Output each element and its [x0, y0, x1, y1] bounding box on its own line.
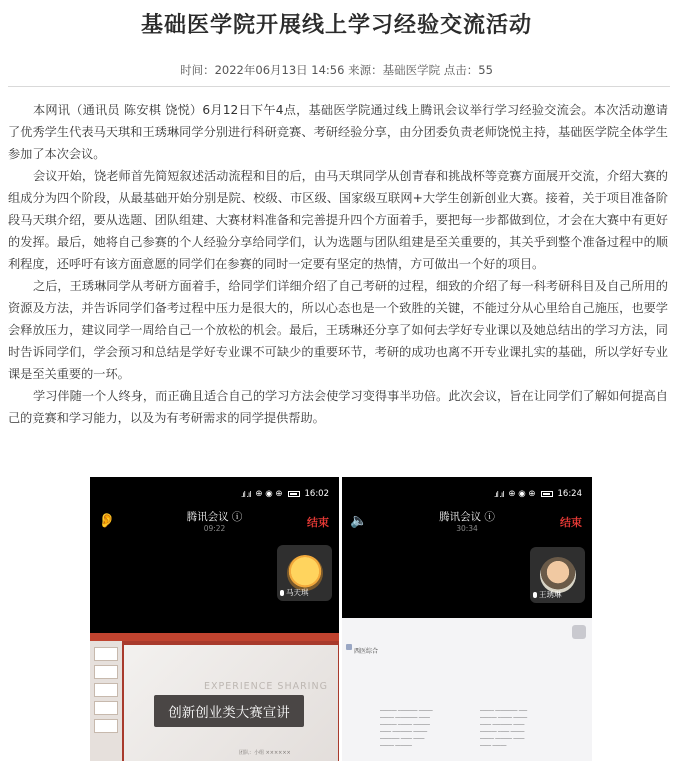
- avatar: [287, 555, 323, 591]
- slide-banner: 创新创业类大赛宣讲: [154, 695, 304, 727]
- article-title: 基础医学院开展线上学习经验交流活动: [140, 13, 532, 38]
- elapsed-time: 30:34: [456, 524, 478, 533]
- mic-icon: [280, 590, 284, 596]
- status-icons: ⊕ ◉ ⊕: [255, 489, 283, 499]
- participant-tile[interactable]: [277, 545, 332, 601]
- slide-subtitle: EXPERIENCE SHARING: [204, 681, 328, 692]
- slide-toolbar: [90, 633, 339, 641]
- document-text-right: ───── ──────── ─── ────── ───── ───── ──── ─────── ──── ────── ──── ───── ───── ────── ──── ──── ─────: [480, 709, 528, 749]
- status-time: 16:02: [304, 489, 329, 499]
- paragraph-intro: 本网讯（通讯员 陈安棋 饶悦）6月12日下午4点，基础医学院通过线上腾讯会议举行学习经验交流会。本次活动邀请了优秀学生代表马天琪和王琇琳同学分别进行科研竞赛、考研经验分享，由分团委负责老师饶悦主持，基础医学院全体学生参加了本次会议。: [8, 103, 668, 161]
- shared-slide: [90, 633, 339, 761]
- slide-thumbnail[interactable]: [94, 683, 118, 697]
- meeting-screenshot-right: [342, 477, 592, 761]
- signal-icon: .ıl .ıl: [240, 489, 251, 499]
- document-heading: 西医综合: [354, 648, 379, 655]
- app-title: 腾讯会议 ⓘ: [186, 511, 243, 523]
- status-bar: [494, 489, 582, 499]
- signal-icon: .ıl .ıl: [493, 489, 504, 499]
- participant-name: 马天琪: [286, 588, 309, 597]
- document-text-left: ────── ─────── ───── ───── ──────── ──── ────── ───── ────── ──── ─────── ───── ─────── ──── ──── ───── ──────: [380, 709, 433, 749]
- participant-name: 王琇琳: [539, 590, 562, 599]
- divider: [8, 86, 670, 87]
- shared-document: [342, 618, 592, 761]
- status-bar: [241, 489, 329, 499]
- document-logo: [346, 644, 352, 650]
- participant-tile[interactable]: [530, 547, 585, 603]
- slide-thumbnail[interactable]: [94, 665, 118, 679]
- slide-caption: 团队：小组 ××××××: [239, 750, 291, 756]
- battery-icon: [288, 491, 300, 497]
- ear-icon[interactable]: 👂: [98, 513, 116, 529]
- end-meeting-button[interactable]: 结束: [560, 516, 582, 529]
- app-title: 腾讯会议 ⓘ: [439, 511, 495, 523]
- zoom-icon[interactable]: [572, 625, 586, 639]
- article-body: [8, 99, 668, 429]
- paragraph-competition: 会议开始，饶老师首先简短叙述活动流程和目的后，由马天琪同学从创青春和挑战杯等竞赛方面展开交流，介绍大赛的组成分为四个阶段，从最基础开始分别是院、校级、市区级、国家级互联网+大学生创新创业大赛。接着，关于项目准备阶段马天琪介绍，要从选题、团队组建、大赛材料准备和完善提升四个方面着手，要把每一步都做到位，才会在大赛中有更好的发挥。最后，她将自己参赛的个人经验分享给同学们，认为选题与团队组建是至关重要的，其关乎到整个准备过程中的顺利程度，还呼吁有该方面意愿的同学们在参赛的同时一定要有坚定的热情，方可做出一个好的项目。: [8, 169, 668, 271]
- slide-thumbnail[interactable]: [94, 647, 118, 661]
- speaker-icon[interactable]: 🔈: [350, 513, 368, 529]
- paragraph-postgraduate: 之后，王琇琳同学从考研方面着手，给同学们详细介绍了自己考研的过程，细致的介绍了每一科考研科目及自己所用的资源及方法，并告诉同学们备考过程中压力是很大的，所以心态也是一个致胜的关键，不能过分从心里给自己施压，也要学会释放压力，建议同学一周给自己一个放松的机会。最后，王琇琳还分享了如何去学好专业课以及她总结出的学习方法，同时告诉同学们，学会预习和总结是学好专业课不可缺少的重要环节，考研的成功也离不开专业课扎实的基础，所以学好专业课是至关重要的一环。: [8, 279, 668, 381]
- meeting-screenshot-left: [90, 477, 339, 761]
- avatar: [540, 557, 576, 593]
- end-meeting-button[interactable]: 结束: [307, 516, 329, 529]
- slide-thumbnail[interactable]: [94, 701, 118, 715]
- battery-icon: [541, 491, 553, 497]
- slide-thumbnail-pane: [90, 641, 122, 761]
- status-time: 16:24: [557, 489, 582, 499]
- status-icons: ⊕ ◉ ⊕: [508, 489, 536, 499]
- elapsed-time: 09:22: [203, 524, 226, 533]
- slide-thumbnail[interactable]: [94, 719, 118, 733]
- paragraph-conclusion: 学习伴随一个人终身，而正确且适合自己的学习方法会使学习变得事半功倍。此次会议，旨在让同学们了解如何提高自己的竞赛和学习能力，以及为有考研需求的同学提供帮助。: [8, 389, 668, 425]
- mic-icon: [533, 592, 537, 598]
- slide-canvas: [124, 645, 338, 761]
- article-meta: 时间：2022年06月13日 14:56 来源：基础医学院 点击：55: [180, 63, 493, 77]
